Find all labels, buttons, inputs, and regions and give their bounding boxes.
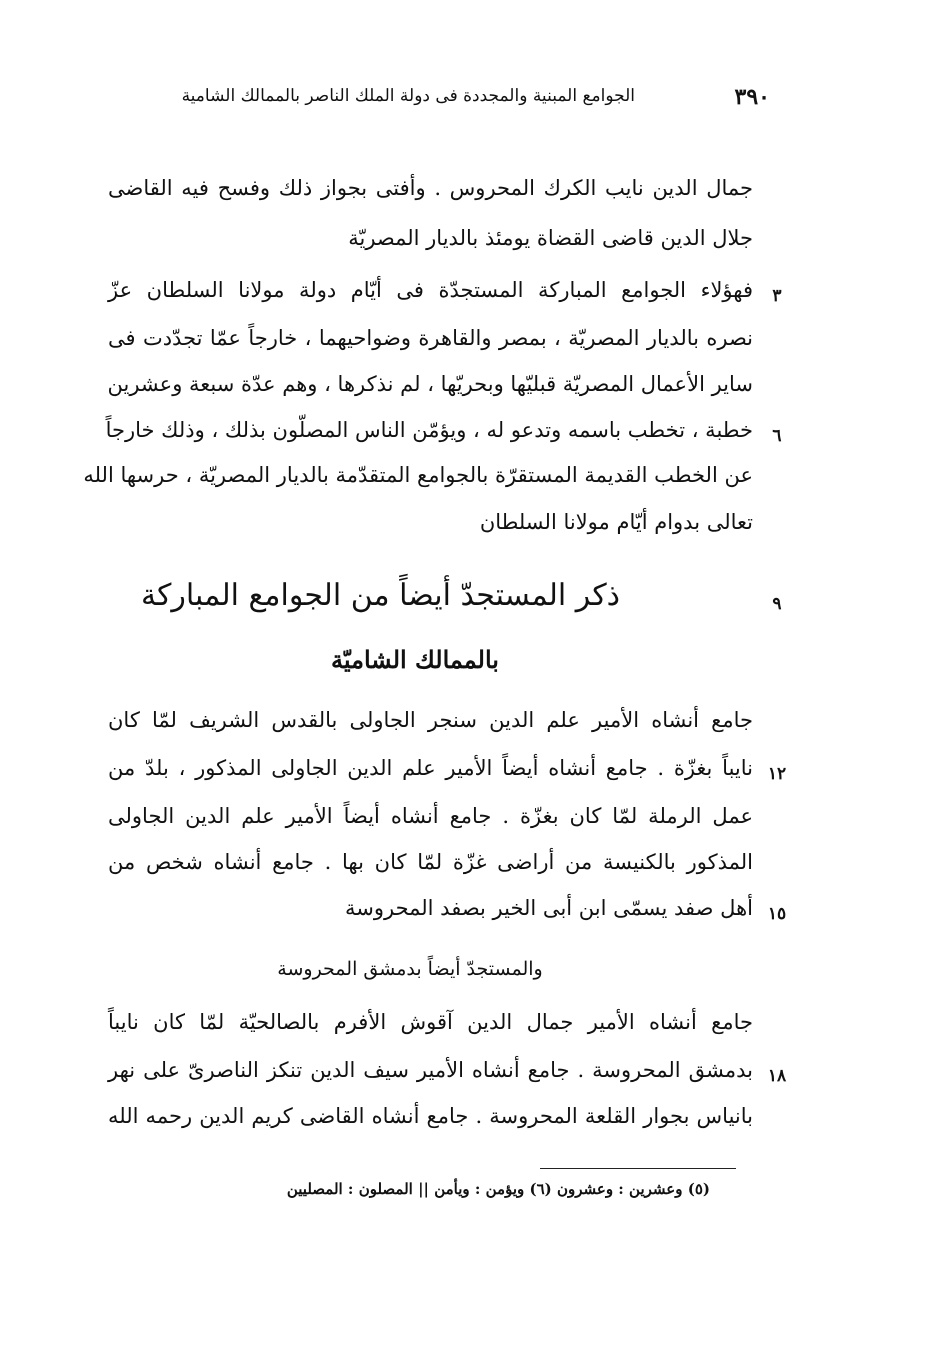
footnote: (٥) وعشرين : وعشرون (٦) ويؤمن : ويأمن || المصلون : المصليين (286, 1180, 710, 1198)
line-number: ٣ (772, 286, 782, 306)
text-line: أهل صفد يسمّى ابن أبى الخير بصفد المحروسة (344, 896, 753, 920)
section-heading: ذكر المستجدّ أيضاً من الجوامع المباركة (141, 578, 620, 613)
running-header-title: الجوامع المبنية والمجددة فى دولة الملك الناصر بالممالك الشامية (181, 86, 635, 106)
text-line: جمال الدين نايب الكرك المحروس . وأفتى بجواز ذلك وفسح فيه القاضى (108, 176, 753, 200)
text-line: بدمشق المحروسة . جامع أنشاه الأمير سيف الدين تنكز الناصرىّ على نهر (108, 1058, 753, 1082)
text-line: جلال الدين قاضى القضاة يومئذ بالديار المصريّة (348, 226, 753, 250)
text-line: جامع أنشاه الأمير علم الدين سنجر الجاولى بالقدس الشريف لمّا كان (108, 708, 753, 732)
text-line: نصره بالديار المصريّة ، بمصر والقاهرة وضواحيهما ، خارجاً عمّا تجدّدت فى (108, 326, 753, 350)
text-line: فهؤلاء الجوامع المباركة المستجدّة فى أيّام دولة مولانا السلطان عزّ (108, 278, 753, 302)
footnote-rule (540, 1168, 736, 1169)
text-line: خطبة ، تخطب باسمه وتدعو له ، ويؤمّن الناس المصلّون بذلك ، وذلك خارجاً (105, 418, 753, 442)
damascus-subheading: والمستجدّ أيضاً بدمشق المحروسة (277, 958, 543, 980)
line-number: ١٢ (767, 764, 787, 784)
page-number: ٣٩٠ (734, 84, 770, 110)
text-line: تعالى بدوام أيّام مولانا السلطان (479, 510, 753, 534)
line-number: ١٨ (767, 1066, 787, 1086)
text-line: ساير الأعمال المصريّة قبليّها وبحريّها ، لم نذكرها ، وهم عدّة سبعة وعشرين (107, 372, 753, 396)
line-number: ٦ (772, 426, 782, 446)
line-number: ٩ (772, 594, 782, 614)
text-line: نايباً بغزّة . جامع أنشاه أيضاً الأمير علم الدين الجاولى المذكور ، بلدّ من (108, 756, 753, 780)
text-line: بانياس بجوار القلعة المحروسة . جامع أنشاه القاضى كريم الدين رحمه الله (108, 1104, 753, 1128)
text-line: جامع أنشاه الأمير جمال الدين آقوش الأفرم بالصالحيّة لمّا كان نايباً (108, 1010, 753, 1034)
text-line: عن الخطب القديمة المستقرّة بالجوامع المتقدّمة بالديار المصريّة ، حرسها الله (83, 463, 753, 487)
text-line: عمل الرملة لمّا كان بغزّة . جامع أنشاه أيضاً الأمير علم الدين الجاولى (108, 804, 753, 828)
section-subheading: بالممالك الشاميّة (331, 645, 499, 674)
text-line: المذكور بالكنيسة من أراضى غزّة لمّا كان بها . جامع أنشاه شخص من (108, 850, 753, 874)
line-number: ١٥ (767, 904, 787, 924)
